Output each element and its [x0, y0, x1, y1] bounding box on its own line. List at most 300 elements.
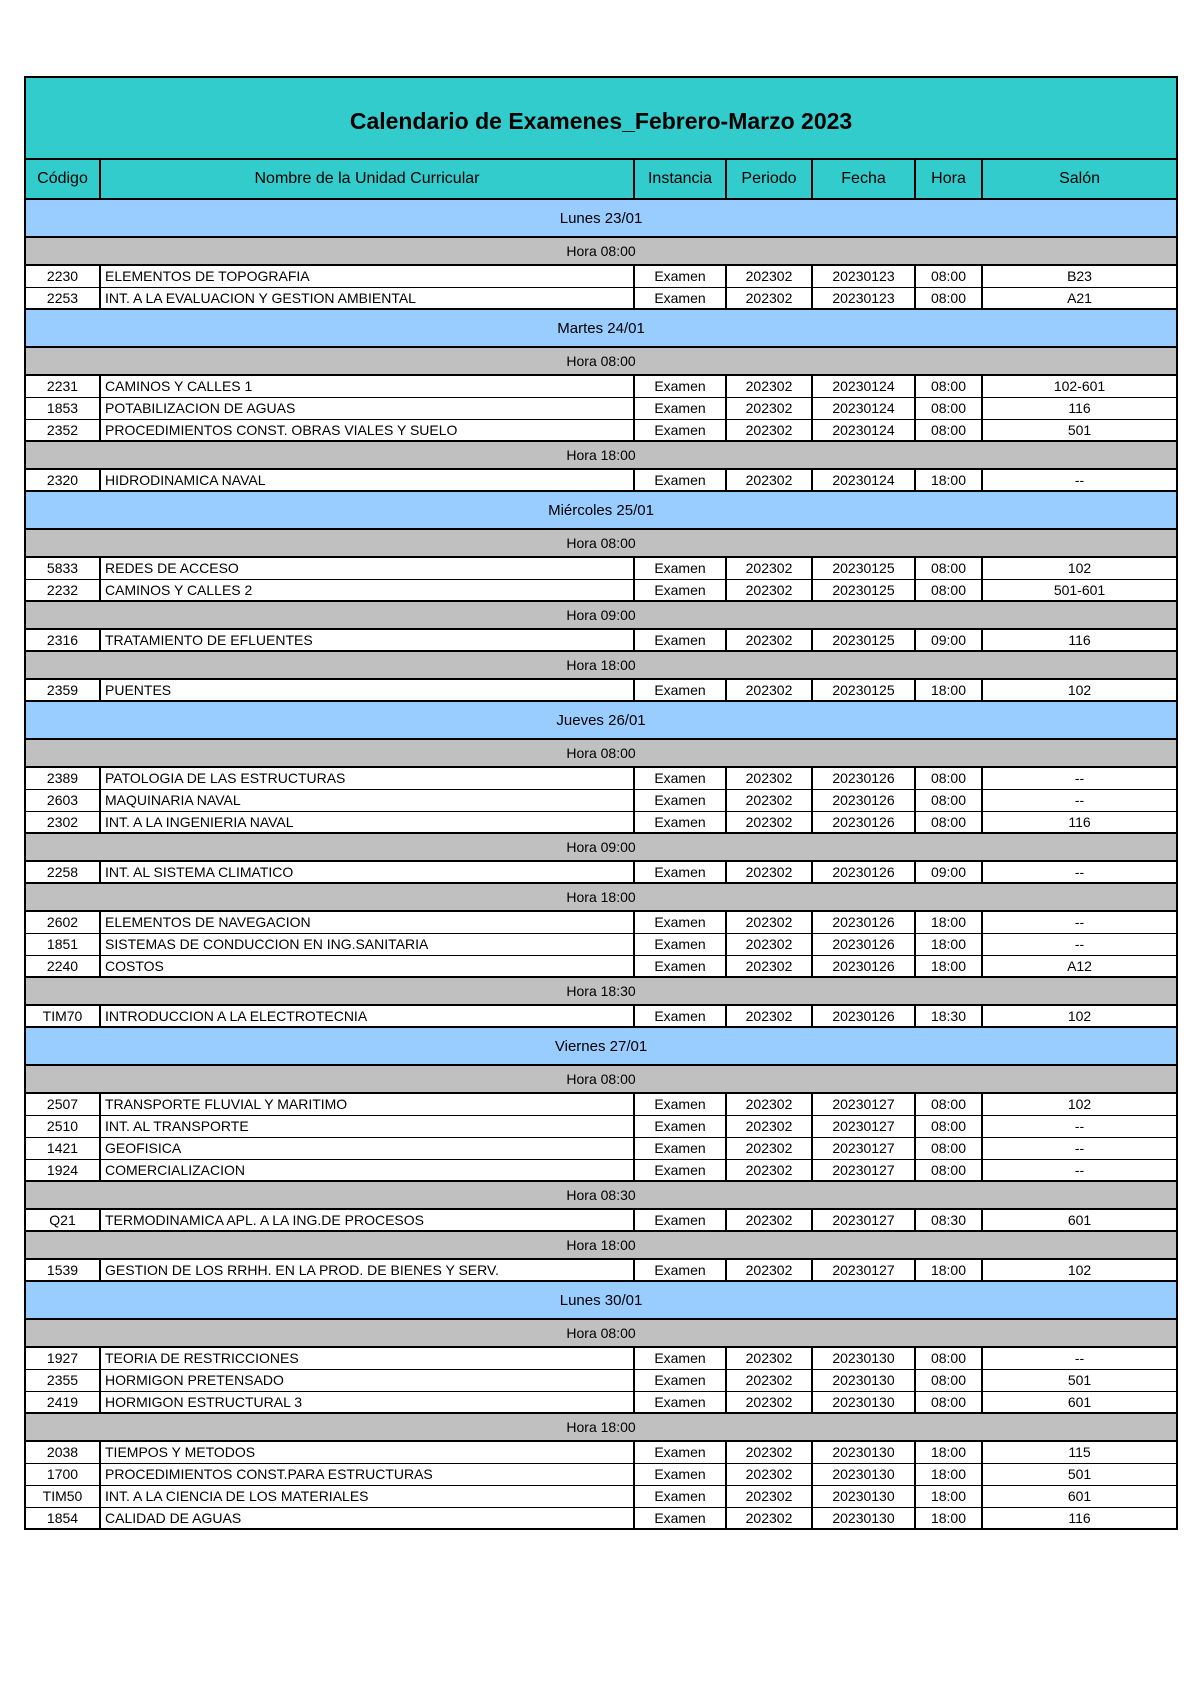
cell-instancia: Examen: [634, 1441, 726, 1463]
cell-codigo: 2603: [25, 789, 100, 811]
hour-group-row: [25, 651, 1177, 679]
table-row: [25, 1347, 1177, 1369]
table-row: [25, 287, 1177, 309]
table-row: [25, 1093, 1177, 1115]
cell-instancia: Examen: [634, 557, 726, 579]
cell-hora: 08:00: [915, 557, 982, 579]
cell-salon: A21: [982, 287, 1177, 309]
cell-salon: 102: [982, 1093, 1177, 1115]
hour-group-row: [25, 1319, 1177, 1347]
cell-hora: 08:00: [915, 1369, 982, 1391]
cell-salon: B23: [982, 265, 1177, 287]
cell-salon: --: [982, 1159, 1177, 1181]
cell-salon: --: [982, 1137, 1177, 1159]
cell-periodo: 202302: [726, 1093, 812, 1115]
cell-nombre: MAQUINARIA NAVAL: [100, 789, 634, 811]
cell-instancia: Examen: [634, 911, 726, 933]
hour-group-label: Hora 18:00: [25, 441, 1177, 469]
cell-codigo: 2355: [25, 1369, 100, 1391]
cell-nombre: COMERCIALIZACION: [100, 1159, 634, 1181]
cell-instancia: Examen: [634, 1391, 726, 1413]
cell-hora: 08:00: [915, 419, 982, 441]
cell-salon: --: [982, 1115, 1177, 1137]
hour-group-row: [25, 977, 1177, 1005]
cell-salon: 501: [982, 1463, 1177, 1485]
cell-fecha: 20230126: [812, 933, 915, 955]
table-row: [25, 419, 1177, 441]
cell-codigo: 2231: [25, 375, 100, 397]
cell-periodo: 202302: [726, 1441, 812, 1463]
column-header-row: [25, 159, 1177, 199]
cell-codigo: 2359: [25, 679, 100, 701]
cell-periodo: 202302: [726, 1137, 812, 1159]
cell-fecha: 20230124: [812, 469, 915, 491]
table-row: [25, 1485, 1177, 1507]
cell-instancia: Examen: [634, 579, 726, 601]
cell-salon: 102: [982, 557, 1177, 579]
hour-group-label: Hora 09:00: [25, 601, 1177, 629]
cell-periodo: 202302: [726, 1347, 812, 1369]
table-row: [25, 1441, 1177, 1463]
cell-salon: 116: [982, 811, 1177, 833]
cell-salon: 102: [982, 1005, 1177, 1027]
day-label: Lunes 23/01: [25, 199, 1177, 237]
cell-codigo: 2230: [25, 265, 100, 287]
cell-fecha: 20230126: [812, 811, 915, 833]
day-label: Martes 24/01: [25, 309, 1177, 347]
cell-instancia: Examen: [634, 1347, 726, 1369]
cell-instancia: Examen: [634, 679, 726, 701]
cell-codigo: 2038: [25, 1441, 100, 1463]
cell-fecha: 20230127: [812, 1209, 915, 1231]
cell-instancia: Examen: [634, 1115, 726, 1137]
cell-nombre: INT. A LA INGENIERIA NAVAL: [100, 811, 634, 833]
exam-table-body: [25, 199, 1177, 1529]
cell-periodo: 202302: [726, 1507, 812, 1529]
cell-instancia: Examen: [634, 1485, 726, 1507]
cell-fecha: 20230130: [812, 1507, 915, 1529]
hour-group-label: Hora 18:00: [25, 1231, 1177, 1259]
cell-hora: 18:00: [915, 1441, 982, 1463]
cell-hora: 18:00: [915, 911, 982, 933]
hour-group-label: Hora 08:30: [25, 1181, 1177, 1209]
cell-salon: --: [982, 911, 1177, 933]
cell-codigo: 1421: [25, 1137, 100, 1159]
cell-instancia: Examen: [634, 767, 726, 789]
cell-hora: 08:00: [915, 375, 982, 397]
hour-group-row: [25, 833, 1177, 861]
cell-nombre: ELEMENTOS DE NAVEGACION: [100, 911, 634, 933]
table-row: [25, 1391, 1177, 1413]
cell-nombre: CALIDAD DE AGUAS: [100, 1507, 634, 1529]
cell-hora: 18:00: [915, 1259, 982, 1281]
cell-hora: 08:00: [915, 1159, 982, 1181]
col-header-salon: Salón: [982, 159, 1177, 199]
cell-hora: 08:30: [915, 1209, 982, 1231]
cell-nombre: CAMINOS Y CALLES 1: [100, 375, 634, 397]
hour-group-row: [25, 1231, 1177, 1259]
cell-codigo: 2232: [25, 579, 100, 601]
cell-instancia: Examen: [634, 933, 726, 955]
cell-nombre: TEORIA DE RESTRICCIONES: [100, 1347, 634, 1369]
cell-fecha: 20230125: [812, 679, 915, 701]
cell-periodo: 202302: [726, 1485, 812, 1507]
cell-fecha: 20230125: [812, 579, 915, 601]
cell-instancia: Examen: [634, 1463, 726, 1485]
cell-instancia: Examen: [634, 629, 726, 651]
cell-fecha: 20230130: [812, 1391, 915, 1413]
hour-group-label: Hora 08:00: [25, 347, 1177, 375]
cell-fecha: 20230126: [812, 955, 915, 977]
cell-periodo: 202302: [726, 861, 812, 883]
cell-instancia: Examen: [634, 375, 726, 397]
cell-instancia: Examen: [634, 1159, 726, 1181]
table-row: [25, 1005, 1177, 1027]
cell-periodo: 202302: [726, 419, 812, 441]
cell-nombre: POTABILIZACION DE AGUAS: [100, 397, 634, 419]
cell-hora: 18:00: [915, 1485, 982, 1507]
cell-salon: 501-601: [982, 579, 1177, 601]
table-row: [25, 811, 1177, 833]
cell-nombre: SISTEMAS DE CONDUCCION EN ING.SANITARIA: [100, 933, 634, 955]
cell-periodo: 202302: [726, 375, 812, 397]
table-row: [25, 629, 1177, 651]
cell-hora: 09:00: [915, 861, 982, 883]
cell-periodo: 202302: [726, 579, 812, 601]
hour-group-row: [25, 883, 1177, 911]
cell-periodo: 202302: [726, 1369, 812, 1391]
hour-group-label: Hora 08:00: [25, 1319, 1177, 1347]
cell-instancia: Examen: [634, 789, 726, 811]
cell-codigo: TIM70: [25, 1005, 100, 1027]
hour-group-label: Hora 08:00: [25, 1065, 1177, 1093]
table-row: [25, 1259, 1177, 1281]
cell-codigo: 2602: [25, 911, 100, 933]
hour-group-label: Hora 18:00: [25, 651, 1177, 679]
table-row: [25, 1209, 1177, 1231]
cell-hora: 08:00: [915, 767, 982, 789]
day-label: Jueves 26/01: [25, 701, 1177, 739]
cell-salon: 501: [982, 419, 1177, 441]
hour-group-label: Hora 08:00: [25, 529, 1177, 557]
cell-periodo: 202302: [726, 397, 812, 419]
cell-hora: 08:00: [915, 1347, 982, 1369]
cell-salon: 601: [982, 1209, 1177, 1231]
table-row: [25, 265, 1177, 287]
cell-hora: 18:00: [915, 469, 982, 491]
cell-fecha: 20230124: [812, 375, 915, 397]
cell-periodo: 202302: [726, 1115, 812, 1137]
hour-group-label: Hora 18:30: [25, 977, 1177, 1005]
cell-codigo: 2419: [25, 1391, 100, 1413]
cell-nombre: INT. AL SISTEMA CLIMATICO: [100, 861, 634, 883]
cell-fecha: 20230130: [812, 1347, 915, 1369]
cell-nombre: PROCEDIMIENTOS CONST. OBRAS VIALES Y SUELO: [100, 419, 634, 441]
cell-hora: 08:00: [915, 397, 982, 419]
table-row: [25, 397, 1177, 419]
cell-nombre: INT. A LA CIENCIA DE LOS MATERIALES: [100, 1485, 634, 1507]
cell-instancia: Examen: [634, 397, 726, 419]
table-row: [25, 767, 1177, 789]
cell-salon: 601: [982, 1485, 1177, 1507]
cell-instancia: Examen: [634, 1369, 726, 1391]
cell-salon: 116: [982, 397, 1177, 419]
table-row: [25, 1115, 1177, 1137]
cell-instancia: Examen: [634, 1259, 726, 1281]
day-header-row: [25, 199, 1177, 237]
exam-calendar-table: [24, 76, 1178, 1530]
cell-hora: 18:00: [915, 1507, 982, 1529]
cell-codigo: 1854: [25, 1507, 100, 1529]
cell-salon: 102-601: [982, 375, 1177, 397]
cell-codigo: 2507: [25, 1093, 100, 1115]
cell-instancia: Examen: [634, 1093, 726, 1115]
cell-instancia: Examen: [634, 861, 726, 883]
cell-salon: 102: [982, 679, 1177, 701]
day-label: Lunes 30/01: [25, 1281, 1177, 1319]
page-title: Calendario de Examenes_Febrero-Marzo 2023: [25, 77, 1177, 159]
cell-fecha: 20230127: [812, 1137, 915, 1159]
cell-codigo: 1927: [25, 1347, 100, 1369]
cell-nombre: TERMODINAMICA APL. A LA ING.DE PROCESOS: [100, 1209, 634, 1231]
cell-hora: 18:30: [915, 1005, 982, 1027]
col-header-codigo: Código: [25, 159, 100, 199]
cell-fecha: 20230127: [812, 1259, 915, 1281]
cell-salon: --: [982, 469, 1177, 491]
cell-periodo: 202302: [726, 767, 812, 789]
cell-periodo: 202302: [726, 1259, 812, 1281]
cell-codigo: 1853: [25, 397, 100, 419]
cell-hora: 18:00: [915, 955, 982, 977]
table-row: [25, 911, 1177, 933]
cell-salon: --: [982, 861, 1177, 883]
cell-nombre: GEOFISICA: [100, 1137, 634, 1159]
cell-periodo: 202302: [726, 1463, 812, 1485]
cell-fecha: 20230124: [812, 419, 915, 441]
cell-periodo: 202302: [726, 629, 812, 651]
table-row: [25, 861, 1177, 883]
cell-periodo: 202302: [726, 789, 812, 811]
hour-group-row: [25, 601, 1177, 629]
table-row: [25, 679, 1177, 701]
cell-hora: 08:00: [915, 265, 982, 287]
hour-group-row: [25, 739, 1177, 767]
cell-periodo: 202302: [726, 1159, 812, 1181]
table-row: [25, 1463, 1177, 1485]
cell-codigo: 2316: [25, 629, 100, 651]
cell-nombre: PROCEDIMIENTOS CONST.PARA ESTRUCTURAS: [100, 1463, 634, 1485]
hour-group-row: [25, 1181, 1177, 1209]
cell-nombre: COSTOS: [100, 955, 634, 977]
cell-fecha: 20230126: [812, 767, 915, 789]
cell-fecha: 20230130: [812, 1463, 915, 1485]
cell-fecha: 20230130: [812, 1485, 915, 1507]
cell-hora: 08:00: [915, 1137, 982, 1159]
cell-periodo: 202302: [726, 811, 812, 833]
hour-group-row: [25, 1065, 1177, 1093]
cell-hora: 08:00: [915, 287, 982, 309]
cell-periodo: 202302: [726, 1209, 812, 1231]
cell-codigo: 2258: [25, 861, 100, 883]
cell-salon: --: [982, 1347, 1177, 1369]
cell-fecha: 20230127: [812, 1159, 915, 1181]
cell-nombre: INT. AL TRANSPORTE: [100, 1115, 634, 1137]
cell-periodo: 202302: [726, 933, 812, 955]
cell-periodo: 202302: [726, 911, 812, 933]
cell-salon: 116: [982, 1507, 1177, 1529]
cell-codigo: Q21: [25, 1209, 100, 1231]
cell-codigo: 2320: [25, 469, 100, 491]
cell-salon: --: [982, 933, 1177, 955]
hour-group-row: [25, 1413, 1177, 1441]
cell-nombre: REDES DE ACCESO: [100, 557, 634, 579]
cell-nombre: HORMIGON PRETENSADO: [100, 1369, 634, 1391]
cell-instancia: Examen: [634, 265, 726, 287]
cell-fecha: 20230123: [812, 287, 915, 309]
table-row: [25, 469, 1177, 491]
hour-group-label: Hora 18:00: [25, 883, 1177, 911]
cell-hora: 08:00: [915, 1391, 982, 1413]
cell-nombre: HIDRODINAMICA NAVAL: [100, 469, 634, 491]
hour-group-label: Hora 09:00: [25, 833, 1177, 861]
cell-nombre: ELEMENTOS DE TOPOGRAFIA: [100, 265, 634, 287]
cell-hora: 18:00: [915, 1463, 982, 1485]
table-row: [25, 955, 1177, 977]
cell-hora: 09:00: [915, 629, 982, 651]
cell-instancia: Examen: [634, 469, 726, 491]
cell-nombre: PATOLOGIA DE LAS ESTRUCTURAS: [100, 767, 634, 789]
cell-nombre: TRATAMIENTO DE EFLUENTES: [100, 629, 634, 651]
cell-salon: 102: [982, 1259, 1177, 1281]
col-header-fecha: Fecha: [812, 159, 915, 199]
table-row: [25, 375, 1177, 397]
cell-periodo: 202302: [726, 955, 812, 977]
cell-nombre: TIEMPOS Y METODOS: [100, 1441, 634, 1463]
cell-periodo: 202302: [726, 469, 812, 491]
cell-instancia: Examen: [634, 955, 726, 977]
cell-instancia: Examen: [634, 287, 726, 309]
cell-fecha: 20230124: [812, 397, 915, 419]
cell-instancia: Examen: [634, 1005, 726, 1027]
cell-codigo: TIM50: [25, 1485, 100, 1507]
cell-codigo: 5833: [25, 557, 100, 579]
cell-salon: 115: [982, 1441, 1177, 1463]
table-row: [25, 933, 1177, 955]
cell-fecha: 20230130: [812, 1441, 915, 1463]
cell-fecha: 20230126: [812, 789, 915, 811]
cell-instancia: Examen: [634, 419, 726, 441]
cell-nombre: INT. A LA EVALUACION Y GESTION AMBIENTAL: [100, 287, 634, 309]
cell-instancia: Examen: [634, 811, 726, 833]
cell-codigo: 2510: [25, 1115, 100, 1137]
cell-salon: --: [982, 789, 1177, 811]
cell-instancia: Examen: [634, 1137, 726, 1159]
cell-fecha: 20230126: [812, 861, 915, 883]
cell-fecha: 20230125: [812, 629, 915, 651]
cell-codigo: 1539: [25, 1259, 100, 1281]
cell-hora: 08:00: [915, 1115, 982, 1137]
hour-group-row: [25, 347, 1177, 375]
exam-calendar-sheet: [24, 76, 1176, 1530]
cell-salon: 501: [982, 1369, 1177, 1391]
cell-nombre: GESTION DE LOS RRHH. EN LA PROD. DE BIENES Y SERV.: [100, 1259, 634, 1281]
cell-hora: 08:00: [915, 579, 982, 601]
cell-periodo: 202302: [726, 265, 812, 287]
col-header-nombre: Nombre de la Unidad Curricular: [100, 159, 634, 199]
day-header-row: [25, 491, 1177, 529]
table-row: [25, 1369, 1177, 1391]
hour-group-row: [25, 529, 1177, 557]
cell-codigo: 1700: [25, 1463, 100, 1485]
day-header-row: [25, 1027, 1177, 1065]
cell-fecha: 20230127: [812, 1093, 915, 1115]
cell-hora: 18:00: [915, 679, 982, 701]
hour-group-row: [25, 237, 1177, 265]
title-row: [25, 77, 1177, 159]
cell-hora: 08:00: [915, 1093, 982, 1115]
day-label: Viernes 27/01: [25, 1027, 1177, 1065]
day-header-row: [25, 309, 1177, 347]
col-header-hora: Hora: [915, 159, 982, 199]
cell-instancia: Examen: [634, 1209, 726, 1231]
table-row: [25, 1507, 1177, 1529]
cell-salon: 601: [982, 1391, 1177, 1413]
cell-codigo: 2240: [25, 955, 100, 977]
cell-nombre: PUENTES: [100, 679, 634, 701]
cell-periodo: 202302: [726, 1391, 812, 1413]
cell-salon: --: [982, 767, 1177, 789]
cell-hora: 18:00: [915, 933, 982, 955]
cell-instancia: Examen: [634, 1507, 726, 1529]
cell-codigo: 1851: [25, 933, 100, 955]
cell-codigo: 1924: [25, 1159, 100, 1181]
cell-fecha: 20230130: [812, 1369, 915, 1391]
cell-hora: 08:00: [915, 811, 982, 833]
table-row: [25, 1137, 1177, 1159]
table-row: [25, 557, 1177, 579]
cell-periodo: 202302: [726, 679, 812, 701]
col-header-instancia: Instancia: [634, 159, 726, 199]
cell-fecha: 20230123: [812, 265, 915, 287]
table-row: [25, 1159, 1177, 1181]
cell-codigo: 2352: [25, 419, 100, 441]
cell-salon: 116: [982, 629, 1177, 651]
day-header-row: [25, 701, 1177, 739]
cell-periodo: 202302: [726, 1005, 812, 1027]
cell-fecha: 20230125: [812, 557, 915, 579]
cell-codigo: 2302: [25, 811, 100, 833]
table-row: [25, 579, 1177, 601]
cell-periodo: 202302: [726, 557, 812, 579]
cell-periodo: 202302: [726, 287, 812, 309]
cell-codigo: 2253: [25, 287, 100, 309]
hour-group-row: [25, 441, 1177, 469]
hour-group-label: Hora 08:00: [25, 739, 1177, 767]
cell-fecha: 20230126: [812, 1005, 915, 1027]
cell-fecha: 20230127: [812, 1115, 915, 1137]
cell-codigo: 2389: [25, 767, 100, 789]
cell-salon: A12: [982, 955, 1177, 977]
table-row: [25, 789, 1177, 811]
col-header-periodo: Periodo: [726, 159, 812, 199]
cell-hora: 08:00: [915, 789, 982, 811]
day-label: Miércoles 25/01: [25, 491, 1177, 529]
hour-group-label: Hora 08:00: [25, 237, 1177, 265]
cell-nombre: TRANSPORTE FLUVIAL Y MARITIMO: [100, 1093, 634, 1115]
day-header-row: [25, 1281, 1177, 1319]
cell-nombre: CAMINOS Y CALLES 2: [100, 579, 634, 601]
cell-fecha: 20230126: [812, 911, 915, 933]
